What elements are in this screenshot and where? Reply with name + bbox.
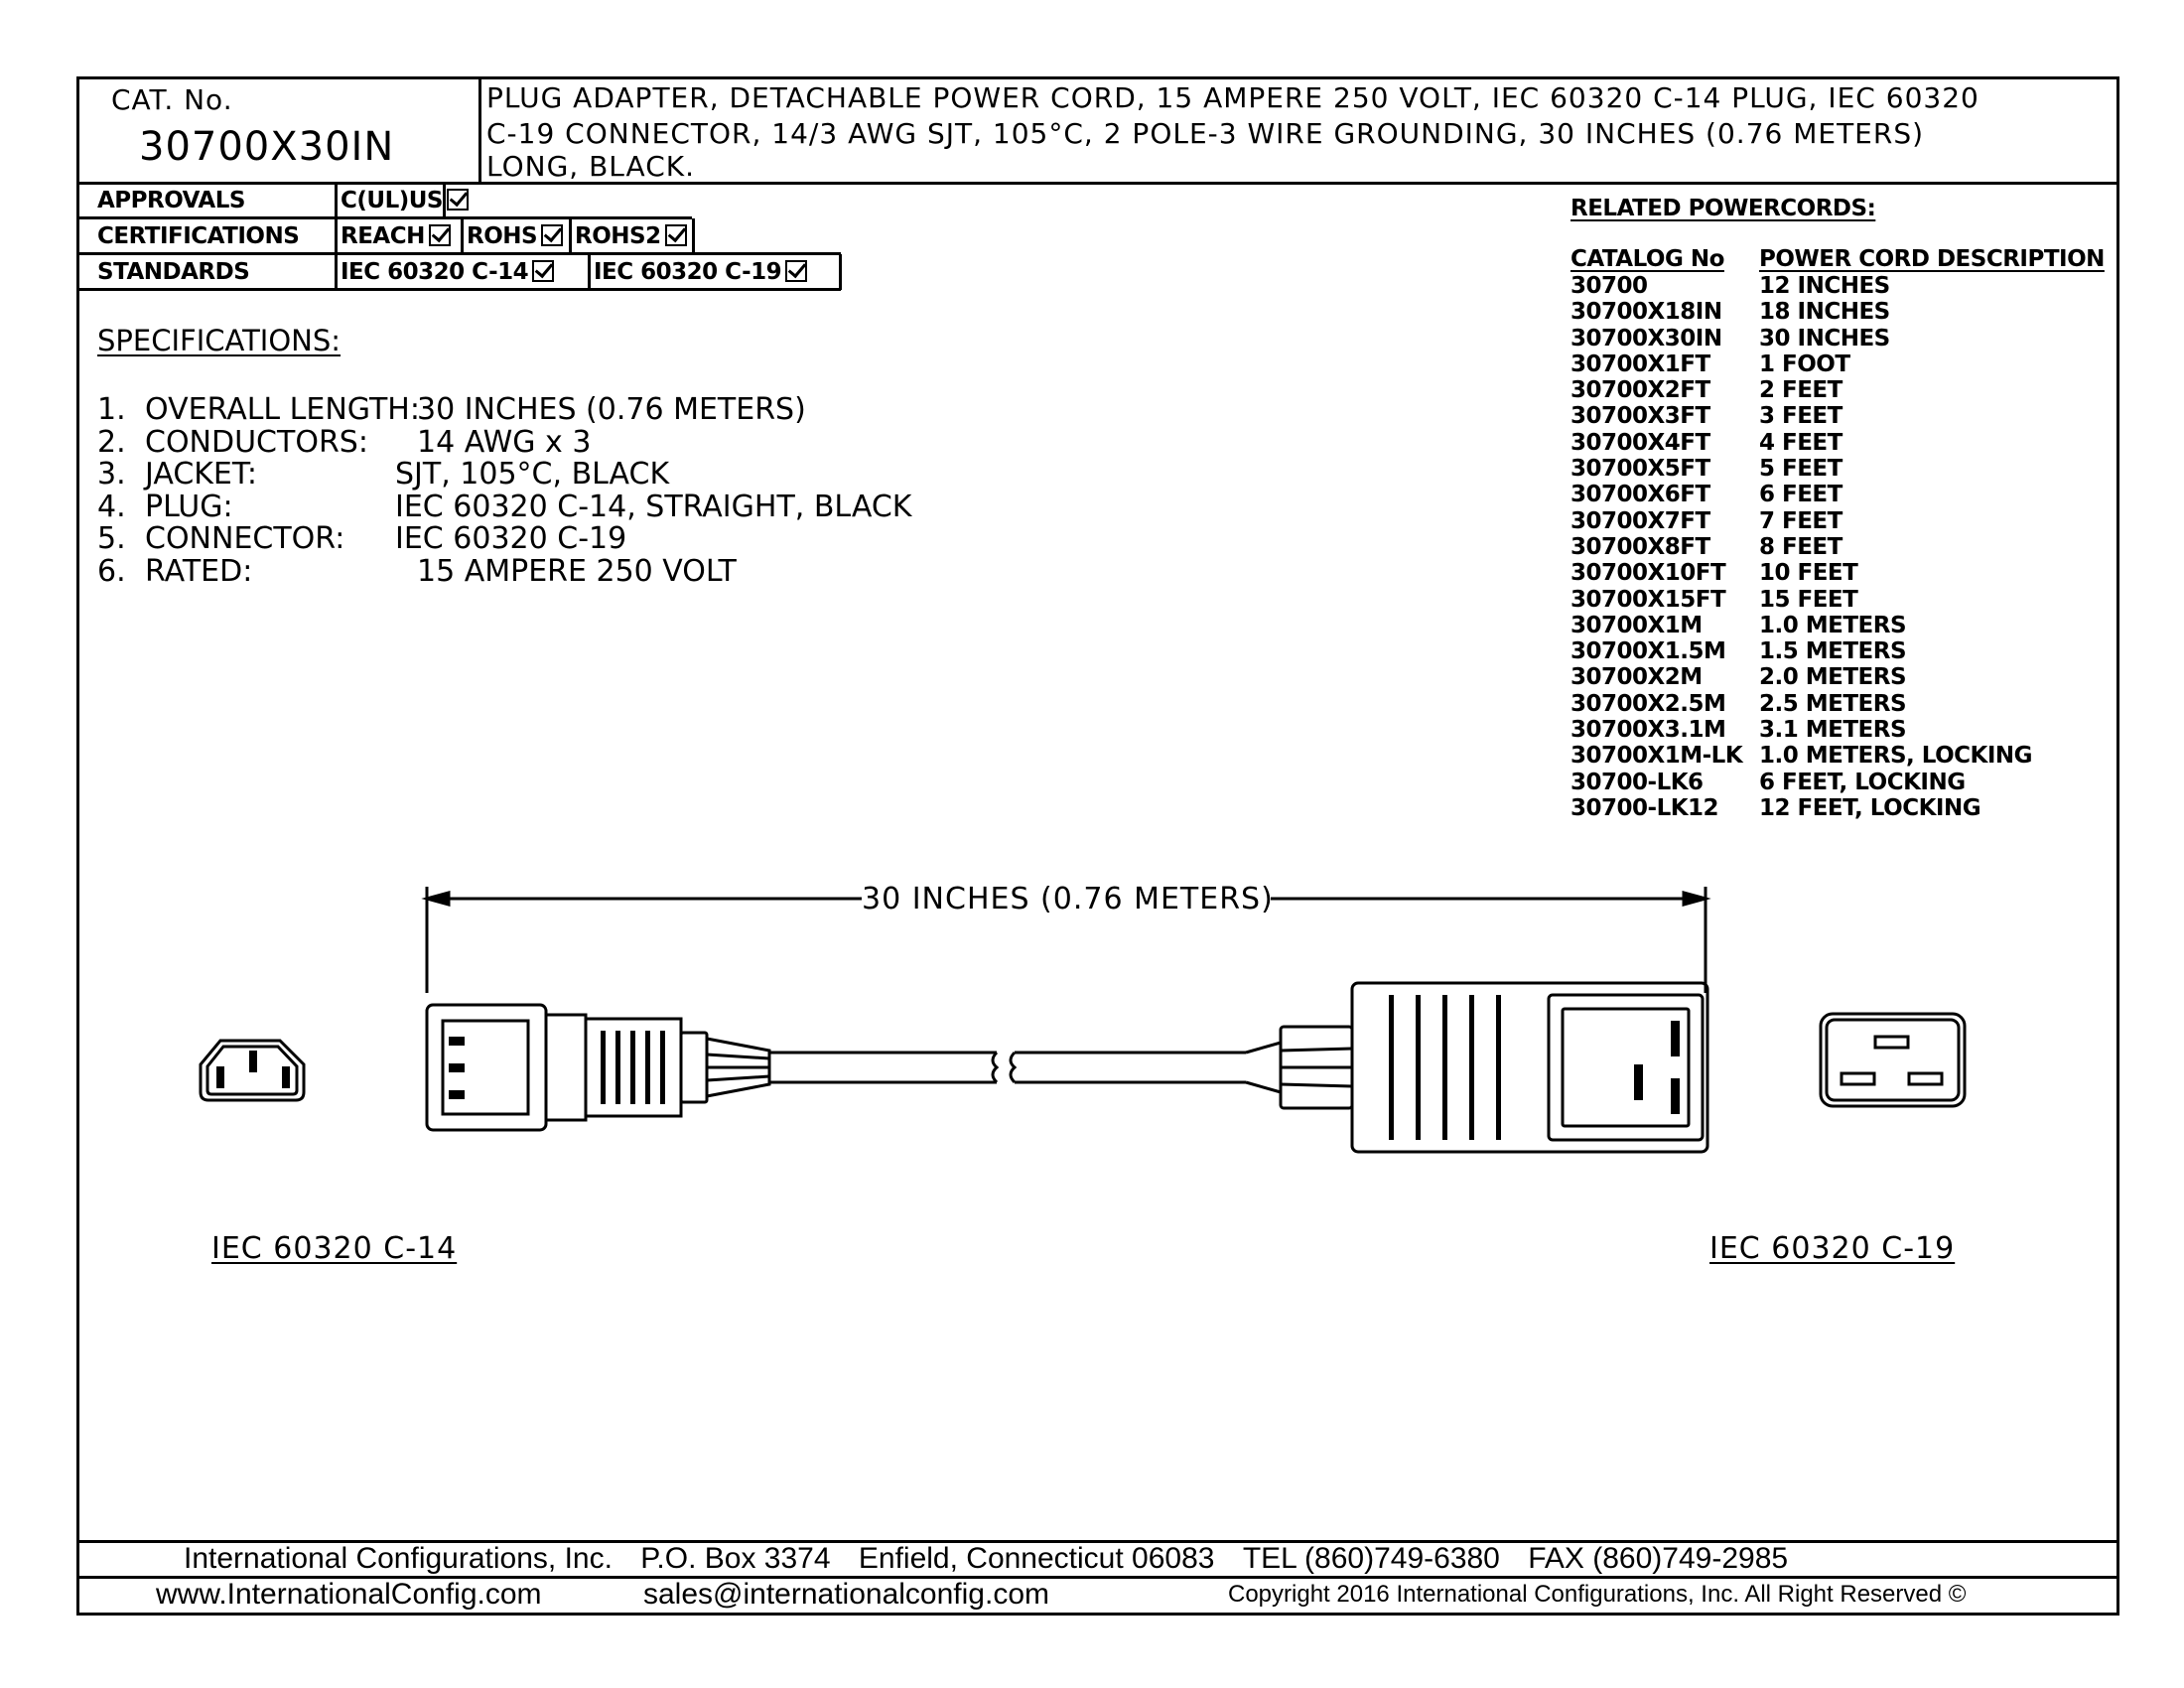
spec-number: 6. [97, 553, 126, 589]
spec-value: IEC 60320 C-14, STRAIGHT, BLACK [395, 489, 912, 524]
cat-number-value: 30700X30IN [139, 124, 395, 170]
related-col-catalog-text: CATALOG No [1570, 246, 1724, 272]
related-cord-catalog: 30700X1.5M [1570, 638, 1726, 665]
footer-fax: FAX (860)749-2985 [1528, 1542, 1789, 1575]
related-cord-catalog: 30700X5FT [1570, 456, 1710, 483]
related-cord-catalog: 30700X2M [1570, 664, 1703, 691]
related-cord-catalog: 30700X18IN [1570, 299, 1722, 326]
related-cord-description: 8 FEET [1759, 533, 1843, 560]
related-cord-description: 1.0 METERS, LOCKING [1759, 743, 2033, 770]
spec-number: 4. [97, 489, 126, 524]
related-cord-description: 3 FEET [1759, 403, 1843, 430]
related-cord-description: 12 FEET, LOCKING [1759, 794, 1981, 821]
approvals-label: APPROVALS [97, 188, 245, 213]
certification-rohs2-text: ROHS2 [575, 223, 661, 249]
left-connector-caption [211, 1231, 457, 1266]
spec-value: 30 INCHES (0.76 METERS) [417, 392, 806, 427]
related-cord-description: 2.5 METERS [1759, 690, 1907, 717]
certification-reach-text: REACH [341, 223, 425, 249]
related-cord-description: 2.0 METERS [1759, 664, 1907, 691]
spec-label: CONNECTOR: [145, 521, 345, 556]
related-cord-catalog: 30700X3.1M [1570, 717, 1726, 744]
standard-c19-text: IEC 60320 C-19 [594, 259, 782, 285]
plug-strain-relief [681, 1033, 707, 1102]
standards-label: STANDARDS [97, 259, 250, 285]
dimension-arrow-right [1684, 893, 1706, 905]
dimension-arrow-left [427, 893, 449, 905]
related-cord-catalog: 30700X1M [1570, 612, 1703, 638]
related-cord-description: 12 INCHES [1759, 273, 1890, 299]
related-cord-catalog: 30700X2FT [1570, 377, 1710, 404]
dimension-label: 30 INCHES (0.76 METERS) [862, 882, 1274, 916]
footer-city: Enfield, Connecticut 06083 [858, 1542, 1215, 1575]
related-cord-description: 3.1 METERS [1759, 717, 1907, 744]
footer-website[interactable]: www.InternationalConfig.com [156, 1578, 542, 1611]
spec-value: IEC 60320 C-19 [395, 521, 627, 556]
related-cord-description: 2 FEET [1759, 377, 1843, 404]
related-cord-description: 1 FOOT [1759, 351, 1850, 377]
related-cord-catalog: 30700X6FT [1570, 482, 1710, 508]
related-cord-catalog: 30700X1FT [1570, 351, 1710, 377]
spec-number: 3. [97, 457, 126, 492]
right-connector-caption [1709, 1231, 1955, 1266]
related-cord-catalog: 30700X1M-LK [1570, 743, 1743, 770]
spec-label: RATED: [145, 553, 253, 589]
c14-pin-left [216, 1066, 224, 1088]
connector-taper [1246, 1043, 1281, 1092]
related-cord-description: 30 INCHES [1759, 325, 1890, 352]
c19-slot-right [1909, 1073, 1942, 1084]
connector-slot-bottom [1671, 1078, 1680, 1114]
plug-pin-mid [449, 1063, 465, 1072]
product-description-line-3: LONG, BLACK. [486, 150, 696, 183]
c14-pin-center [249, 1051, 257, 1072]
related-cord-description: 18 INCHES [1759, 299, 1890, 326]
approval-cul-us-text: C(UL)US [341, 188, 443, 213]
related-cord-description: 15 FEET [1759, 586, 1858, 613]
related-cord-catalog: 30700X7FT [1570, 507, 1710, 534]
c19-slot-left [1842, 1073, 1874, 1084]
left-connector-caption-text: IEC 60320 C-14 [211, 1231, 458, 1266]
related-cord-description: 6 FEET, LOCKING [1759, 769, 1966, 795]
plug-collar [546, 1015, 586, 1120]
product-description-line-2: C-19 CONNECTOR, 14/3 AWG SJT, 105°C, 2 POLE-3 WIRE GROUNDING, 30 INCHES (0.76 METERS) [486, 117, 1925, 150]
plug-pin-top [449, 1037, 465, 1046]
related-cord-description: 6 FEET [1759, 482, 1843, 508]
spec-value: SJT, 105°C, BLACK [395, 457, 670, 492]
footer-po-box: P.O. Box 3374 [640, 1542, 831, 1575]
related-cord-catalog: 30700X8FT [1570, 533, 1710, 560]
footer-company: International Configurations, Inc. [184, 1542, 613, 1575]
connector-head [1549, 995, 1703, 1140]
related-cord-catalog: 30700X4FT [1570, 429, 1710, 456]
connector-face-frame [1563, 1009, 1689, 1126]
related-cord-catalog: 30700-LK12 [1570, 794, 1719, 821]
spec-number: 2. [97, 424, 126, 460]
related-cord-description: 1.5 METERS [1759, 638, 1907, 665]
standard-c14-text: IEC 60320 C-14 [341, 259, 529, 285]
plug-pin-bottom [449, 1090, 465, 1099]
c19-face-inner-icon [1827, 1020, 1959, 1100]
specifications-heading-text: SPECIFICATIONS: [97, 324, 341, 357]
footer-tel: TEL (860)749-6380 [1242, 1542, 1500, 1575]
related-cord-catalog: 30700X15FT [1570, 586, 1726, 613]
c14-pin-right [282, 1066, 290, 1088]
cord-break-left [993, 1053, 997, 1082]
related-cord-catalog: 30700X3FT [1570, 403, 1710, 430]
cord-break-right [1011, 1053, 1015, 1082]
certifications-label: CERTIFICATIONS [97, 223, 300, 249]
cat-number-label: CAT. No. [111, 83, 233, 116]
related-cord-description: 5 FEET [1759, 456, 1843, 483]
related-heading-text: RELATED POWERCORDS: [1570, 196, 1876, 221]
related-cord-description: 10 FEET [1759, 560, 1858, 587]
related-cord-description: 1.0 METERS [1759, 612, 1907, 638]
related-col-description-text: POWER CORD DESCRIPTION [1759, 246, 2105, 272]
product-description-line-1: PLUG ADAPTER, DETACHABLE POWER CORD, 15 AMPERE 250 VOLT, IEC 60320 C-14 PLUG, IEC 60320 [486, 81, 1979, 114]
related-cord-catalog: 30700X2.5M [1570, 690, 1726, 717]
connector-slot-top [1671, 1021, 1680, 1056]
certification-rohs-text: ROHS [467, 223, 538, 249]
right-connector-caption-text: IEC 60320 C-19 [1709, 1231, 1956, 1266]
footer-email[interactable]: sales@internationalconfig.com [643, 1578, 1049, 1611]
spec-label: PLUG: [145, 489, 233, 524]
spec-value: 14 AWG x 3 [417, 424, 592, 460]
c19-slot-top [1875, 1037, 1908, 1048]
footer-copyright: Copyright 2016 International Configurations, Inc. All Right Reserved © [1228, 1581, 1967, 1608]
related-cord-catalog: 30700X10FT [1570, 560, 1726, 587]
spec-number: 5. [97, 521, 126, 556]
spec-label: CONDUCTORS: [145, 424, 368, 460]
spec-label: OVERALL LENGTH: [145, 392, 420, 427]
connector-slot-mid [1634, 1064, 1643, 1100]
spec-value: 15 AMPERE 250 VOLT [417, 553, 737, 589]
c19-face-outline-icon [1821, 1014, 1965, 1106]
related-cord-catalog: 30700 [1570, 273, 1648, 299]
related-cord-description: 7 FEET [1759, 507, 1843, 534]
related-cord-description: 4 FEET [1759, 429, 1843, 456]
spec-label: JACKET: [145, 457, 258, 492]
related-cord-catalog: 30700X30IN [1570, 325, 1722, 352]
related-cord-catalog: 30700-LK6 [1570, 769, 1704, 795]
spec-number: 1. [97, 392, 126, 427]
footer-contact-line [184, 1542, 1788, 1576]
